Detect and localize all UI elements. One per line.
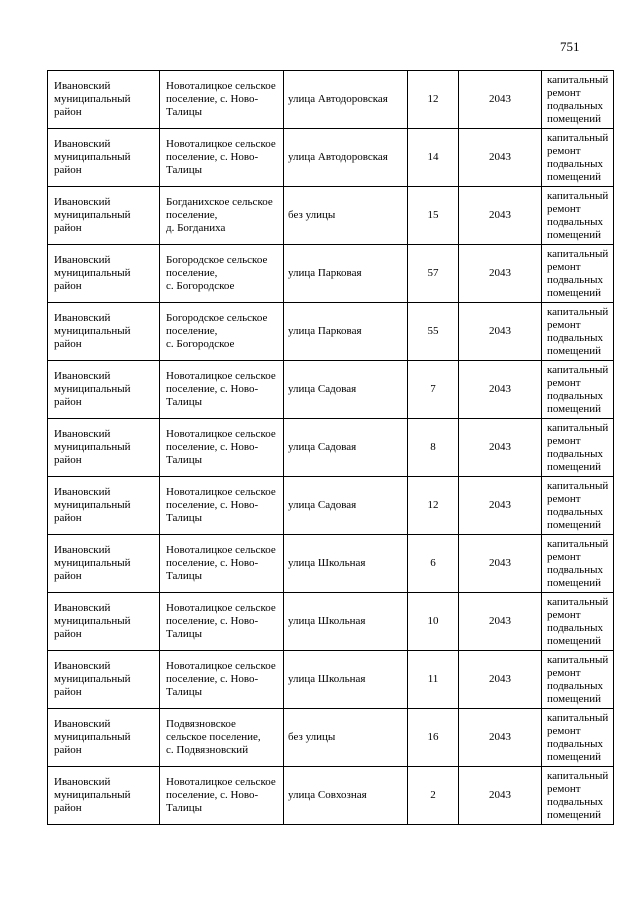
house-number-cell — [408, 129, 459, 187]
district-cell — [48, 767, 160, 825]
work-type-cell-text: капитальный ремонт подвальных помещений — [547, 73, 609, 125]
house-number-cell — [408, 767, 459, 825]
settlement-cell — [160, 593, 284, 651]
year-cell — [459, 477, 542, 535]
table-row — [48, 245, 614, 303]
street-cell — [284, 593, 408, 651]
district-cell — [48, 709, 160, 767]
house-number-cell — [408, 651, 459, 709]
year-cell-text: 2043 — [489, 557, 511, 569]
year-cell — [459, 535, 542, 593]
table-row — [48, 709, 614, 767]
house-number-cell-text: 12 — [427, 499, 439, 511]
district-cell — [48, 419, 160, 477]
year-cell-text: 2043 — [489, 789, 511, 801]
year-cell-text: 2043 — [489, 615, 511, 627]
house-number-cell-text: 10 — [427, 615, 439, 627]
district-cell — [48, 187, 160, 245]
settlement-cell-text: Новоталицкое сельское поселение, с. Ново- Талицы — [166, 370, 276, 408]
street-cell-text: улица Садовая — [288, 441, 357, 453]
house-number-cell-text: 11 — [427, 673, 439, 685]
street-cell — [284, 535, 408, 593]
table-row — [48, 129, 614, 187]
district-cell — [48, 303, 160, 361]
house-number-cell-text: 55 — [427, 325, 439, 337]
district-cell-text: Ивановский муниципальный район — [54, 254, 131, 292]
work-type-cell-text: капитальный ремонт подвальных помещений — [547, 421, 609, 473]
street-cell — [284, 767, 408, 825]
settlement-cell-text: Новоталицкое сельское поселение, с. Ново- Талицы — [166, 660, 276, 698]
settlement-cell — [160, 245, 284, 303]
settlement-cell-text: Новоталицкое сельское поселение, с. Ново- Талицы — [166, 486, 276, 524]
work-type-cell-text: капитальный ремонт подвальных помещений — [547, 769, 609, 821]
house-number-cell-text: 8 — [430, 441, 436, 453]
district-cell — [48, 593, 160, 651]
district-cell-text: Ивановский муниципальный район — [54, 428, 131, 466]
work-type-cell — [542, 535, 614, 593]
work-type-cell — [542, 303, 614, 361]
year-cell — [459, 651, 542, 709]
table-row — [48, 71, 614, 129]
street-cell — [284, 361, 408, 419]
work-type-cell-text: капитальный ремонт подвальных помещений — [547, 711, 609, 763]
street-cell — [284, 419, 408, 477]
street-cell-text: без улицы — [288, 209, 336, 221]
street-cell-text: улица Школьная — [288, 673, 366, 685]
district-cell — [48, 361, 160, 419]
street-cell-text: улица Школьная — [288, 557, 366, 569]
house-number-cell-text: 12 — [427, 93, 439, 105]
street-cell-text: улица Автодоровская — [288, 93, 388, 105]
settlement-cell — [160, 651, 284, 709]
table-row — [48, 187, 614, 245]
year-cell-text: 2043 — [489, 673, 511, 685]
street-cell — [284, 245, 408, 303]
settlement-cell — [160, 767, 284, 825]
year-cell-text: 2043 — [489, 731, 511, 743]
work-type-cell — [542, 651, 614, 709]
year-cell — [459, 129, 542, 187]
house-number-cell — [408, 477, 459, 535]
street-cell — [284, 651, 408, 709]
year-cell-text: 2043 — [489, 383, 511, 395]
year-cell — [459, 361, 542, 419]
table-row — [48, 361, 614, 419]
street-cell — [284, 709, 408, 767]
settlement-cell-text: Подвязновское сельское поселение, с. Подвязновский — [166, 718, 261, 756]
table-row — [48, 477, 614, 535]
house-number-cell — [408, 303, 459, 361]
year-cell-text: 2043 — [489, 209, 511, 221]
work-type-cell-text: капитальный ремонт подвальных помещений — [547, 537, 609, 589]
work-type-cell — [542, 709, 614, 767]
settlement-cell — [160, 535, 284, 593]
house-number-cell-text: 57 — [427, 267, 439, 279]
work-type-cell-text: капитальный ремонт подвальных помещений — [547, 653, 609, 705]
house-number-cell — [408, 535, 459, 593]
settlement-cell-text: Богородское сельское поселение, с. Богородское — [166, 254, 268, 292]
year-cell-text: 2043 — [489, 267, 511, 279]
street-cell-text: улица Садовая — [288, 383, 357, 395]
year-cell-text: 2043 — [489, 441, 511, 453]
year-cell — [459, 767, 542, 825]
district-cell-text: Ивановский муниципальный район — [54, 776, 131, 814]
district-cell-text: Ивановский муниципальный район — [54, 486, 131, 524]
house-number-cell — [408, 361, 459, 419]
house-number-cell-text: 2 — [430, 789, 436, 801]
house-number-cell — [408, 245, 459, 303]
district-cell-text: Ивановский муниципальный район — [54, 370, 131, 408]
settlement-cell — [160, 71, 284, 129]
settlement-cell-text: Богородское сельское поселение, с. Богородское — [166, 312, 268, 350]
house-number-cell — [408, 419, 459, 477]
district-cell — [48, 535, 160, 593]
work-type-cell-text: капитальный ремонт подвальных помещений — [547, 363, 609, 415]
year-cell-text: 2043 — [489, 93, 511, 105]
street-cell — [284, 303, 408, 361]
work-type-cell — [542, 361, 614, 419]
year-cell — [459, 245, 542, 303]
work-type-cell-text: капитальный ремонт подвальных помещений — [547, 131, 609, 183]
street-cell — [284, 71, 408, 129]
house-number-cell — [408, 709, 459, 767]
district-cell-text: Ивановский муниципальный район — [54, 80, 131, 118]
district-cell — [48, 129, 160, 187]
table-body — [48, 71, 614, 825]
table-row — [48, 303, 614, 361]
year-cell-text: 2043 — [489, 325, 511, 337]
table-row — [48, 593, 614, 651]
work-type-cell — [542, 245, 614, 303]
year-cell — [459, 303, 542, 361]
street-cell-text: улица Парковая — [288, 325, 362, 337]
street-cell-text: без улицы — [288, 731, 336, 743]
house-number-cell-text: 15 — [427, 209, 439, 221]
work-type-cell-text: капитальный ремонт подвальных помещений — [547, 479, 609, 531]
street-cell — [284, 187, 408, 245]
street-cell-text: улица Садовая — [288, 499, 357, 511]
work-type-cell — [542, 477, 614, 535]
settlement-cell — [160, 129, 284, 187]
district-cell-text: Ивановский муниципальный район — [54, 138, 131, 176]
district-cell-text: Ивановский муниципальный район — [54, 196, 131, 234]
district-cell-text: Ивановский муниципальный район — [54, 718, 131, 756]
street-cell-text: улица Парковая — [288, 267, 362, 279]
year-cell-text: 2043 — [489, 499, 511, 511]
settlement-cell — [160, 419, 284, 477]
house-number-cell-text: 7 — [430, 383, 436, 395]
table-row — [48, 419, 614, 477]
page-number: 751 — [560, 39, 580, 54]
district-cell — [48, 651, 160, 709]
work-type-cell — [542, 129, 614, 187]
settlement-cell-text: Богданихское сельское поселение, д. Богданиха — [166, 196, 273, 234]
table-row — [48, 651, 614, 709]
house-number-cell-text: 16 — [427, 731, 439, 743]
house-number-cell — [408, 593, 459, 651]
street-cell-text: улица Автодоровская — [288, 151, 388, 163]
settlement-cell-text: Новоталицкое сельское поселение, с. Ново- Талицы — [166, 138, 276, 176]
house-number-cell — [408, 71, 459, 129]
settlement-cell-text: Новоталицкое сельское поселение, с. Ново- Талицы — [166, 602, 276, 640]
year-cell — [459, 419, 542, 477]
settlement-cell-text: Новоталицкое сельское поселение, с. Ново- Талицы — [166, 80, 276, 118]
settlement-cell-text: Новоталицкое сельское поселение, с. Ново- Талицы — [166, 428, 276, 466]
district-cell-text: Ивановский муниципальный район — [54, 602, 131, 640]
work-type-cell-text: капитальный ремонт подвальных помещений — [547, 305, 609, 357]
table-row — [48, 767, 614, 825]
street-cell — [284, 129, 408, 187]
house-number-cell-text: 6 — [430, 557, 436, 569]
district-cell-text: Ивановский муниципальный район — [54, 544, 131, 582]
year-cell — [459, 71, 542, 129]
district-cell — [48, 71, 160, 129]
street-cell-text: улица Совхозная — [288, 789, 367, 801]
work-type-cell — [542, 593, 614, 651]
year-cell — [459, 593, 542, 651]
house-number-cell — [408, 187, 459, 245]
district-cell-text: Ивановский муниципальный район — [54, 660, 131, 698]
street-cell-text: улица Школьная — [288, 615, 366, 627]
settlement-cell-text: Новоталицкое сельское поселение, с. Ново- Талицы — [166, 544, 276, 582]
year-cell-text: 2043 — [489, 151, 511, 163]
work-type-cell — [542, 187, 614, 245]
street-cell — [284, 477, 408, 535]
work-type-cell-text: капитальный ремонт подвальных помещений — [547, 189, 609, 241]
work-type-cell — [542, 419, 614, 477]
settlement-cell — [160, 361, 284, 419]
settlement-cell — [160, 709, 284, 767]
housing-register-table — [47, 70, 614, 825]
work-type-cell — [542, 767, 614, 825]
year-cell — [459, 187, 542, 245]
district-cell-text: Ивановский муниципальный район — [54, 312, 131, 350]
settlement-cell — [160, 187, 284, 245]
table-row — [48, 535, 614, 593]
year-cell — [459, 709, 542, 767]
work-type-cell-text: капитальный ремонт подвальных помещений — [547, 595, 609, 647]
settlement-cell-text: Новоталицкое сельское поселение, с. Ново- Талицы — [166, 776, 276, 814]
district-cell — [48, 245, 160, 303]
work-type-cell — [542, 71, 614, 129]
work-type-cell-text: капитальный ремонт подвальных помещений — [547, 247, 609, 299]
settlement-cell — [160, 303, 284, 361]
district-cell — [48, 477, 160, 535]
settlement-cell — [160, 477, 284, 535]
house-number-cell-text: 14 — [427, 151, 439, 163]
